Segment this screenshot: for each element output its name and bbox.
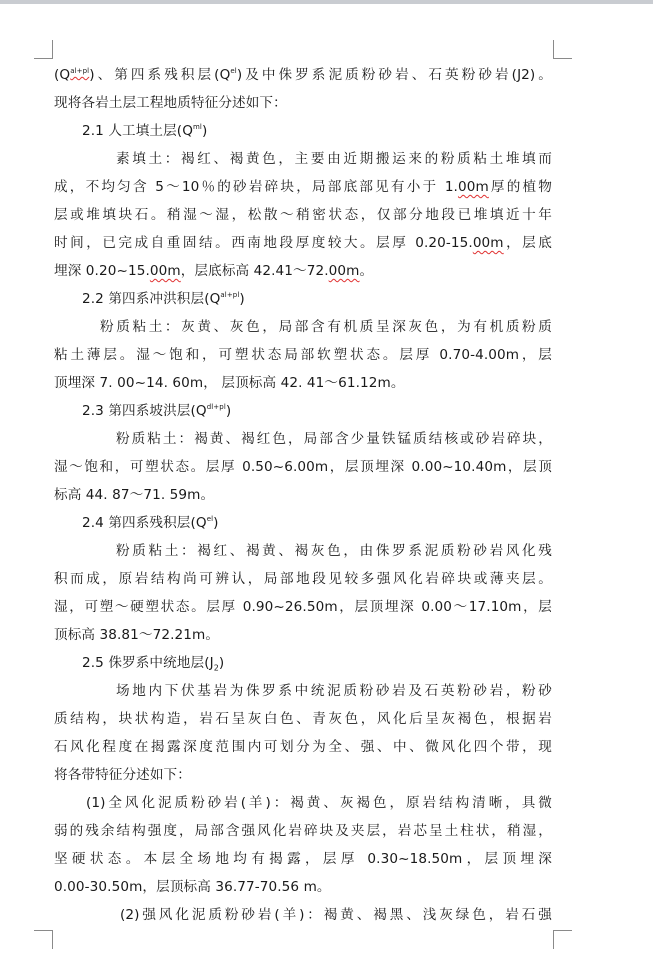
- paragraph-line: 顶埋深 7. 00~14. 60m， 层顶标高 42. 41～61.12m。: [54, 375, 405, 391]
- paragraph-line: 质结构，块状构造，岩石呈灰白色、青灰色，风化后呈灰褐色，根据岩: [54, 711, 552, 727]
- section-heading-2-1: 2.1 人工填土层$(Q^{ml})$: [82, 123, 208, 139]
- list-item-2: (2)强风化泥质粉砂岩(羊)：褐黄、褐黑、浅灰绿色，岩石强: [120, 907, 552, 923]
- paragraph-line: 埋深 0.20~15.00m，层底标高 42.41～72.00m。: [54, 263, 374, 279]
- paragraph-line: 标高 44. 87～71. 59m。: [54, 487, 215, 503]
- paragraph-line: 积而成，原岩结构尚可辨认，局部地段见较多强风化岩碎块或薄夹层。: [54, 571, 552, 587]
- crop-mark-bottom-right: [553, 930, 572, 949]
- paragraph-line: 粉质粘土：褐黄、褐红色，局部含少量铁锰质结核或砂岩碎块，: [116, 431, 552, 447]
- paragraph-line: 成，不均匀含 5～10％的砂岩碎块，局部底部见有小于 1.00m厚的植物: [54, 179, 552, 195]
- paragraph-line: 石风化程度在揭露深度范围内可划分为全、强、中、微风化四个带，现: [54, 739, 552, 755]
- paragraph-line: 0.00-30.50m，层顶标高 36.77-70.56 m。: [54, 879, 331, 895]
- crop-mark-top-left: [34, 40, 53, 59]
- paragraph-line: 粘土薄层。湿～饱和，可塑状态局部软塑状态。层厚 0.70-4.00m，层: [54, 347, 552, 363]
- section-heading-2-2: 2.2 第四系冲洪积层$(Q^{al+pl})$: [82, 291, 245, 307]
- paragraph-line: 坚硬状态。本层全场地均有揭露，层厚 0.30~18.50m，层顶埋深: [54, 851, 552, 867]
- section-heading-2-4: 2.4 第四系残积层$(Q^{el})$: [82, 515, 219, 531]
- paragraph-line: 顶标高 38.81～72.21m。: [54, 627, 220, 643]
- text-line: 现将各岩土层工程地质特征分述如下：: [54, 95, 287, 111]
- paragraph-line: 层或堆填块石。稍湿～湿，松散～稍密状态，仅部分地段已堆填近十年: [54, 207, 552, 223]
- paragraph-line: 粉质粘土：灰黄、灰色，局部含有机质呈深灰色，为有机质粉质: [100, 319, 552, 335]
- list-item-1: (1)全风化泥质粉砂岩(羊)：褐黄、灰褐色，原岩结构清晰，具微: [86, 795, 552, 811]
- paragraph-line: 时间，已完成自重固结。西南地段厚度较大。层厚 0.20-15.00m，层底: [54, 235, 552, 251]
- paragraph-line: 粉质粘土：褐红、褐黄、褐灰色，由侏罗系泥质粉砂岩风化残: [116, 543, 552, 559]
- section-heading-2-3: 2.3 第四系坡洪层$(Q^{dl+pl})$: [82, 403, 232, 419]
- paragraph-line: 素填土：褐红、褐黄色，主要由近期搬运来的粉质粘土堆填而: [116, 151, 552, 167]
- paragraph-line: 湿，可塑～硬塑状态。层厚 0.90~26.50m，层顶埋深 0.00～17.10m，层: [54, 599, 552, 615]
- paragraph-line: 湿～饱和，可塑状态。层厚 0.50~6.00m，层顶埋深 0.00~10.40m，层顶: [54, 459, 552, 475]
- text-line: $(Q^{al+pl})$、第四系残积层$(Q^{el})$及中侏罗系泥质粉砂岩、石英粉砂岩(J2)。: [54, 67, 552, 83]
- paragraph-line: 将各带特征分述如下：: [54, 767, 191, 783]
- paragraph-line: 场地内下伏基岩为侏罗系中统泥质粉砂岩及石英粉砂岩，粉砂: [116, 683, 552, 699]
- document-body: [54, 61, 552, 929]
- window-top-bar: [0, 0, 653, 4]
- crop-mark-top-right: [553, 40, 572, 59]
- section-heading-2-5: 2.5 侏罗系中统地层$(J_2)$: [82, 655, 225, 673]
- paragraph-line: 弱的残余结构强度，局部含强风化岩碎块及夹层，岩芯呈土柱状，稍湿，: [54, 823, 552, 839]
- crop-mark-bottom-left: [34, 930, 53, 949]
